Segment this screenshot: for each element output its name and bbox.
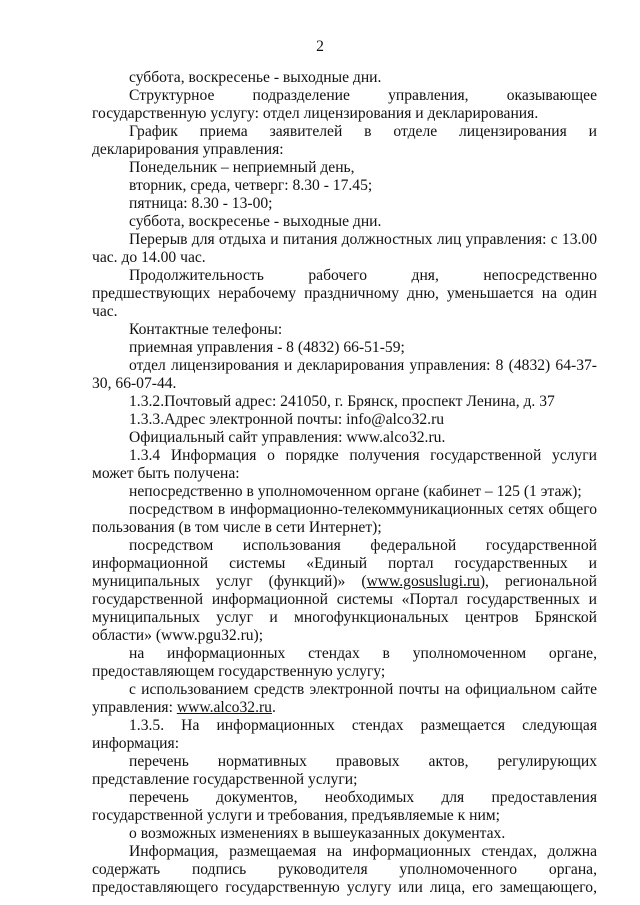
paragraph: о возможных изменениях в вышеуказанных документах. [129, 825, 506, 842]
paragraph: непосредственно в уполномоченном органе (кабинет – 125 (1 этаж); [129, 483, 582, 500]
paragraph: пятница: 8.30 - 13-00; [129, 195, 273, 212]
paragraph: 1.3.3.Адрес электронной почты: info@alco32.ru [129, 411, 445, 428]
page-number: 2 [316, 38, 324, 55]
paragraph: Контактные телефоны: [129, 321, 283, 338]
paragraph: на информационных стендах в уполномоченном органе, предоставляющем государственную услугу; [92, 645, 597, 680]
paragraph: суббота, воскресенье - выходные дни. [129, 69, 382, 86]
paragraph: Перерыв для отдыха и питания должностных лиц управления: с 13.00 час. до 14.00 час. [92, 231, 597, 266]
paragraph: посредством в информационно-телекоммуникационных сетях общего пользования (в том числе в сети Интернет); [92, 501, 597, 536]
paragraph: перечень документов, необходимых для предоставления государственной услуги и требования, предъявляемые к ним; [92, 789, 597, 824]
paragraph: отдел лицензирования и декларирования управления: 8 (4832) 64-37-30, 66-07-44. [92, 357, 597, 392]
paragraph: приемная управления - 8 (4832) 66-51-59; [129, 339, 405, 356]
paragraph-email [92, 681, 597, 717]
paragraph: вторник, среда, четверг: 8.30 - 17.45; [129, 177, 373, 194]
paragraph-gosuslugi [92, 537, 597, 645]
paragraph: 1.3.2.Почтовый адрес: 241050, г. Брянск, проспект Ленина, д. 37 [129, 393, 555, 410]
gosuslugi-link[interactable]: www.gosuslugi.ru [366, 573, 480, 590]
paragraph: перечень нормативных правовых актов, регулирующих представление государственной услуги; [92, 753, 597, 788]
document-body [92, 69, 597, 897]
paragraph: 1.3.4 Информация о порядке получения государственной услуги может быть получена: [92, 447, 597, 482]
paragraph: Понедельник – неприемный день, [129, 159, 355, 176]
text: посредством использования федеральной государственной информационной системы «Единый портал государственных и муниципальных услуг (функций)» ( [92, 537, 597, 590]
paragraph: Продолжительность рабочего дня, непосредственно предшествующих нерабочему праздничному дню, уменьшается на один час. [92, 267, 597, 320]
text: ), региональной государственной информационной системы «Портал государственных и муниципальных услуг и многофункциональных центров Брянской области» (www.pgu32.ru); [92, 573, 597, 644]
paragraph: График приема заявителей в отделе лицензирования и декларирования управления: [92, 123, 597, 158]
text: . [271, 699, 276, 716]
text: с использованием средств электронной почты на официальном сайте управления: [92, 681, 597, 716]
paragraph: Официальный сайт управления: www.alco32.ru. [129, 429, 446, 446]
alco32-link[interactable]: www.alco32.ru [176, 699, 272, 716]
paragraph: Структурное подразделение управления, оказывающее государственную услугу: отдел лицензирования и декларирования. [92, 87, 597, 122]
paragraph: 1.3.5. На информационных стендах размещается следующая информация: [92, 717, 597, 752]
paragraph: суббота, воскресенье - выходные дни. [129, 213, 382, 230]
paragraph: Информация, размещаемая на информационных стендах, должна содержать подпись руководителя уполномоченного органа, предоставляющего государственную услугу или лица, его замещающего, [92, 843, 597, 896]
